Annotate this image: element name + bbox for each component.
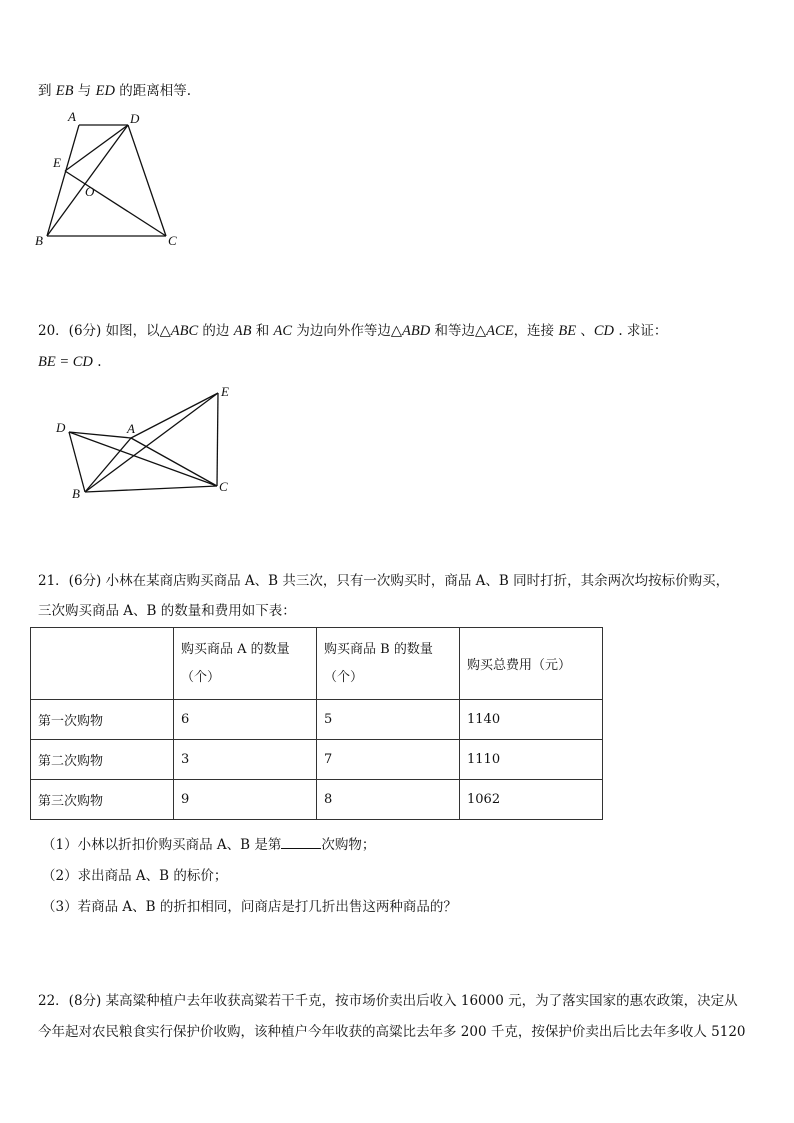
q19-text: 的距离相等. xyxy=(114,83,192,99)
table-cell: 第三次购物 xyxy=(31,780,174,820)
q20-text: 20．(6分) 如图，以 xyxy=(38,323,160,339)
answer-blank[interactable] xyxy=(281,836,321,849)
segment-dc xyxy=(69,432,217,486)
math-ed: ED xyxy=(95,83,115,99)
label-e: E xyxy=(53,155,61,170)
q20-text: . 求证： xyxy=(614,323,668,339)
q21-sub-1 xyxy=(42,836,375,854)
segment-bd xyxy=(47,125,128,236)
math-triangle-ace: △ACE xyxy=(475,323,514,339)
table-row xyxy=(31,780,603,820)
segment-ec xyxy=(65,171,166,236)
q20-line-1 xyxy=(38,322,667,340)
q21-sub-3: （3）若商品 A、B 的折扣相同，问商店是打几折出售这两种商品的？ xyxy=(42,899,457,915)
header-text: 购买总费用（元） xyxy=(467,658,572,673)
table-row xyxy=(31,700,603,740)
table-cell: 第二次购物 xyxy=(31,740,174,780)
edge-bc xyxy=(85,486,217,492)
header-unit: （个） xyxy=(181,669,221,685)
label-d: D xyxy=(56,420,66,435)
header-text: 购买商品 A 的数量 xyxy=(181,641,290,657)
math-cd: CD xyxy=(593,323,615,339)
table-header-cell xyxy=(317,628,460,700)
figure-19-trapezoid xyxy=(30,105,200,255)
table-header-cell xyxy=(31,628,174,700)
edge-ae xyxy=(131,393,218,438)
label-d: D xyxy=(130,111,140,126)
figure-20-triangles xyxy=(50,380,250,505)
math-triangle-abc: △ABC xyxy=(159,323,199,339)
purchase-table xyxy=(30,627,603,820)
math-be-equals-cd: BE = CD xyxy=(38,354,93,370)
q20-text: 和 xyxy=(251,323,274,339)
label-b: B xyxy=(35,233,43,248)
table-cell: 第一次购物 xyxy=(31,700,174,740)
q20-text: . xyxy=(92,354,102,370)
table-cell: 1062 xyxy=(460,780,603,820)
q21-sub-text: （1）小林以折扣价购买商品 A、B 是第 xyxy=(42,837,282,853)
q20-text: 为边向外作等边 xyxy=(292,323,391,339)
label-e: E xyxy=(221,384,229,399)
table-row xyxy=(31,740,603,780)
q21-sub-2: （2）求出商品 A、B 的标价； xyxy=(42,868,228,884)
table-header-cell xyxy=(460,628,603,700)
table-cell: 7 xyxy=(317,740,460,780)
q21-sub-text: 次购物； xyxy=(321,837,376,853)
q20-text: 和等边 xyxy=(430,323,476,339)
q19-text: 到 xyxy=(38,83,56,99)
edge-dc xyxy=(128,125,166,236)
q20-text: 的边 xyxy=(198,323,234,339)
label-c: C xyxy=(168,233,177,248)
header-text: 购买商品 B 的数量 xyxy=(324,641,433,657)
math-triangle-abd: △ABD xyxy=(390,323,431,339)
label-a: A xyxy=(68,109,76,124)
label-o: O xyxy=(85,184,95,199)
q21-line-2: 三次购买商品 A、B 的数量和费用如下表： xyxy=(38,603,296,619)
q19-text-line xyxy=(38,82,191,100)
segment-ed xyxy=(65,125,128,171)
table-cell: 8 xyxy=(317,780,460,820)
q22-line-2: 今年起对农民粮食实行保护价收购，该种植户今年收获的高粱比去年多 200 千克，按保护价卖出后比去年多收人 5120 xyxy=(38,1024,746,1040)
q21-line-1: 21．(6分) 小林在某商店购买商品 A、B 共三次，只有一次购买时，商品 A、B 同时打折，其余两次均按标价购买， xyxy=(38,573,730,589)
q19-text: 与 xyxy=(73,83,96,99)
table-cell: 5 xyxy=(317,700,460,740)
math-ac: AC xyxy=(273,323,293,339)
q20-text: ，连接 xyxy=(513,323,559,339)
math-ab: AB xyxy=(233,323,252,339)
table-cell: 9 xyxy=(174,780,317,820)
math-eb: EB xyxy=(55,83,74,99)
label-a: A xyxy=(127,421,135,436)
table-cell: 3 xyxy=(174,740,317,780)
header-unit: （个） xyxy=(324,669,364,685)
table-header-cell xyxy=(174,628,317,700)
table-cell: 1140 xyxy=(460,700,603,740)
table-header-row xyxy=(31,628,603,700)
label-b: B xyxy=(72,486,80,501)
q20-line-2 xyxy=(38,353,102,371)
edge-ab xyxy=(47,125,79,236)
q20-text: 、 xyxy=(576,323,594,339)
label-c: C xyxy=(219,479,228,494)
math-be: BE xyxy=(558,323,577,339)
table-cell: 6 xyxy=(174,700,317,740)
q22-line-1: 22．(8分) 某高粱种植户去年收获高粱若干千克，按市场价卖出后收入 16000 元，为了落实国家的惠农政策，决定从 xyxy=(38,993,738,1009)
edge-ac xyxy=(131,438,217,486)
segment-be xyxy=(85,393,218,492)
table-cell: 1110 xyxy=(460,740,603,780)
edge-db xyxy=(69,432,85,492)
edge-ec xyxy=(217,393,218,486)
